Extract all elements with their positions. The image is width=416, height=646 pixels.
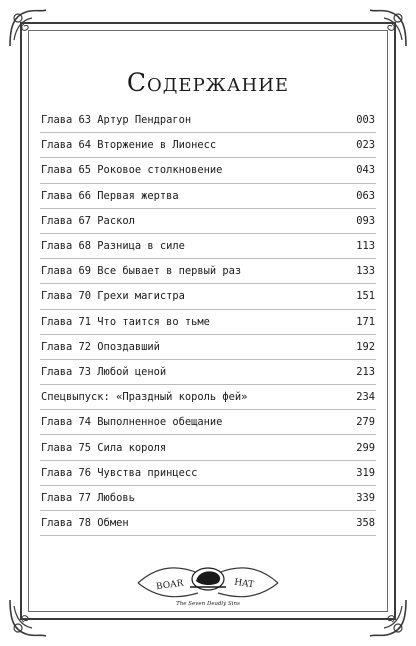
- table-of-contents: [40, 108, 376, 536]
- toc-page-number: 319: [356, 466, 375, 479]
- toc-page-number: 023: [356, 139, 375, 152]
- toc-chapter-title: Глава 63 Артур Пендрагон: [41, 114, 192, 127]
- logo-caption: The Seven Deadly Sins: [176, 601, 240, 607]
- toc-chapter-title: Глава 77 Любовь: [41, 491, 135, 504]
- toc-chapter-title: Глава 71 Что таится во тьме: [41, 315, 210, 328]
- toc-page-number: 003: [356, 114, 375, 127]
- toc-row: [40, 435, 376, 460]
- toc-page-number: 171: [356, 315, 375, 328]
- toc-row: [40, 158, 376, 183]
- toc-row: [40, 360, 376, 385]
- toc-row: [40, 259, 376, 284]
- toc-page-number: 133: [356, 265, 375, 278]
- toc-row: [40, 310, 376, 335]
- toc-row: [40, 108, 376, 133]
- toc-page-number: 213: [356, 365, 375, 378]
- boar-hat-logo: [128, 555, 288, 611]
- toc-chapter-title: Глава 76 Чувства принцесс: [41, 466, 198, 479]
- toc-page-number: 093: [356, 214, 375, 227]
- toc-chapter-title: Глава 72 Опоздавший: [41, 340, 160, 353]
- toc-chapter-title: Глава 67 Раскол: [41, 214, 135, 227]
- toc-page-number: 151: [356, 290, 375, 303]
- toc-page-number: 358: [356, 517, 375, 530]
- toc-page-number: 339: [356, 491, 375, 504]
- toc-page-number: 299: [356, 441, 375, 454]
- toc-page-number: 063: [356, 189, 375, 202]
- toc-chapter-title: Спецвыпуск: «Праздный король фей»: [41, 391, 248, 404]
- ornament-corner-icon: [366, 6, 410, 50]
- toc-row: [40, 410, 376, 435]
- toc-row: [40, 184, 376, 209]
- toc-row: [40, 209, 376, 234]
- toc-row: [40, 335, 376, 360]
- toc-row: [40, 133, 376, 158]
- toc-page-number: 234: [356, 391, 375, 404]
- toc-chapter-title: Глава 75 Сила короля: [41, 441, 167, 454]
- ornament-corner-icon: [6, 596, 50, 640]
- page-title: Содержание: [126, 68, 290, 97]
- toc-chapter-title: Глава 73 Любой ценой: [41, 365, 167, 378]
- logo-right-text: HAT: [233, 577, 255, 591]
- toc-chapter-title: Глава 66 Первая жертва: [41, 189, 179, 202]
- toc-chapter-title: Глава 64 Вторжение в Лионесс: [41, 139, 217, 152]
- toc-page-number: 192: [356, 340, 375, 353]
- toc-row: [40, 284, 376, 309]
- logo-left-text: BOAR: [155, 578, 185, 593]
- toc-chapter-title: Глава 69 Все бывает в первый раз: [41, 265, 242, 278]
- toc-row: [40, 461, 376, 486]
- toc-row: [40, 511, 376, 536]
- toc-chapter-title: Глава 74 Выполненное обещание: [41, 416, 223, 429]
- toc-chapter-title: Глава 78 Обмен: [41, 517, 129, 530]
- toc-page-number: 043: [356, 164, 375, 177]
- toc-chapter-title: Глава 65 Роковое столкновение: [41, 164, 223, 177]
- toc-chapter-title: Глава 68 Разница в силе: [41, 240, 185, 253]
- toc-row: [40, 486, 376, 511]
- toc-row: [40, 385, 376, 410]
- toc-page-number: 113: [356, 240, 375, 253]
- toc-chapter-title: Глава 70 Грехи магистра: [41, 290, 185, 303]
- toc-row: [40, 234, 376, 259]
- ornament-corner-icon: [6, 6, 50, 50]
- ornament-corner-icon: [366, 596, 410, 640]
- toc-page-number: 279: [356, 416, 375, 429]
